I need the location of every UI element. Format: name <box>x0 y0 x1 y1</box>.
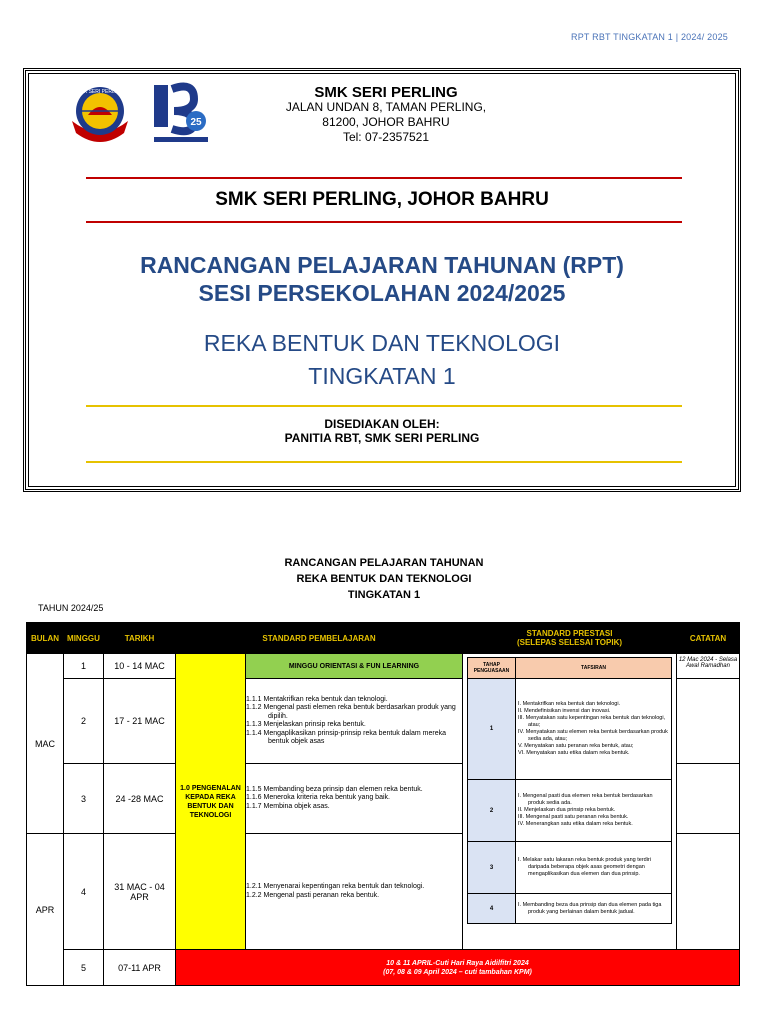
week-number: 3 <box>64 764 104 834</box>
plan-title-1: RANCANGAN PELAJARAN TAHUNAN <box>284 557 484 569</box>
tafsiran-item: III. Menyatakan satu kepentingan reka bentuk dan teknologi, atau; <box>518 715 666 728</box>
year-label: TAHUN 2024/25 <box>38 603 104 613</box>
tafsiran-item: I. Melakar satu lakaran reka bentuk produk yang terdiri daripada beberapa objek asas geometri dengan mengaplikasikan dua elemen dan dua prinsip. <box>518 857 651 877</box>
tahap-level: 2 <box>468 780 516 842</box>
week-date: 24 -28 MAC <box>104 764 176 834</box>
sp-list-week-2 <box>246 679 463 764</box>
sp-item: 1.1.4 Mengaplikasikan prinsip-prinsip reka bentuk dalam mereka bentuk objek asas <box>246 729 446 745</box>
tafsiran-list <box>516 780 672 842</box>
sp-item: 1.2.1 Menyenarai kepentingan reka bentuk dan teknologi. <box>246 883 425 890</box>
tafsiran-item: III. Mengenal pasti satu peranan reka bentuk. <box>518 814 629 820</box>
tafsiran-item: I. Membanding beza dua prinsip dan dua elemen pada tiga produk yang berlainan dalam bentuk jadual. <box>518 901 662 915</box>
sp-item: 1.1.7 Membina objek asas. <box>246 802 330 810</box>
header-bulan: BULAN <box>27 623 64 654</box>
header-prestasi-line-1: STANDARD PRESTASI <box>526 629 613 638</box>
running-header: RPT RBT TINGKATAN 1 | 2024/ 2025 <box>571 32 728 42</box>
tafsiran-list <box>516 894 672 924</box>
sp-item: 1.1.6 Meneroka kriteria reka bentuk yang baik. <box>246 794 390 802</box>
week-number: 1 <box>64 654 104 679</box>
topic-cell: 1.0 PENGENALAN KEPADA REKA BENTUK DAN TEKNOLOGI <box>176 654 246 950</box>
prepared-label: DISEDIAKAN OLEH: <box>324 417 440 431</box>
week-number: 5 <box>64 950 104 986</box>
tafsiran-item: IV. Menyatakan satu elemen reka bentuk berdasarkan produk sedia ada, atau; <box>518 729 668 742</box>
prestasi-level-row <box>468 894 672 924</box>
gold-rule-bottom <box>86 461 682 463</box>
week-date: 07-11 APR <box>104 950 176 986</box>
school-crest-logo <box>66 81 134 153</box>
holiday-line-2: (07, 08 & 09 April 2024 – cuti tambahan KPM) <box>383 968 532 976</box>
prestasi-level-row <box>468 780 672 842</box>
address-line-2: 81200, JOHOR BAHRU <box>322 115 450 129</box>
tafsiran-item: IV. Menerangkan satu etika dalam reka bentuk. <box>518 821 633 827</box>
rpt-title-line-1: RANCANGAN PELAJARAN TAHUNAN (RPT) <box>140 252 624 278</box>
month-mac: MAC <box>27 654 64 834</box>
header-standard-pembelajaran: STANDARD PEMBELAJARAN <box>176 623 463 654</box>
red-rule-top <box>86 177 682 179</box>
table-row-week-1 <box>27 654 740 679</box>
sp-item: 1.2.2 Mengenal pasti peranan reka bentuk. <box>246 891 380 899</box>
cover-page <box>23 68 741 492</box>
rpt-table <box>26 622 740 986</box>
plan-title-2: REKA BENTUK DAN TEKNOLOGI <box>296 573 472 585</box>
standard-prestasi-cell <box>463 654 677 950</box>
logo-25-text: 25 <box>190 117 202 128</box>
week-date: 10 - 14 MAC <box>104 654 176 679</box>
crest-badge-text: SMK SERI PERLING <box>76 89 124 95</box>
gold-rule-top <box>86 405 682 407</box>
red-rule-bottom <box>86 221 682 223</box>
subject-title: REKA BENTUK DAN TEKNOLOGI <box>203 330 561 356</box>
catatan-week-1: 12 Mac 2024 - Selasa Awal Ramadhan <box>677 654 740 679</box>
prepared-by: PANITIA RBT, SMK SERI PERLING <box>284 431 480 445</box>
tahap-header: TAHAP PENGUASAAN <box>468 658 516 679</box>
month-apr: APR <box>27 834 64 986</box>
tafsiran-item: V. Menyatakan satu peranan reka bentuk, atau; <box>518 743 634 749</box>
tafsiran-header: TAFSIRAN <box>516 658 672 679</box>
holiday-cell <box>176 950 740 986</box>
sp-item: 1.1.5 Membanding beza prinsip dan elemen reka bentuk. <box>246 785 423 793</box>
table-header-row <box>27 623 740 654</box>
telephone: Tel: 07-2357521 <box>342 130 430 144</box>
catatan-week-2 <box>677 679 740 764</box>
week-number: 2 <box>64 679 104 764</box>
prestasi-level-row <box>468 842 672 894</box>
week-date: 31 MAC - 04 APR <box>104 834 176 950</box>
form-title: TINGKATAN 1 <box>308 363 456 389</box>
week-date: 17 - 21 MAC <box>104 679 176 764</box>
catatan-week-4 <box>677 834 740 950</box>
header-prestasi-line-2: (SELEPAS SELESAI TOPIK) <box>516 638 623 647</box>
table-row-week-5 <box>27 950 740 986</box>
sp-item: 1.1.1 Mentakrifkan reka bentuk dan teknologi. <box>246 695 388 703</box>
tahap-level: 3 <box>468 842 516 894</box>
orientation-cell: MINGGU ORIENTASI & FUN LEARNING <box>246 654 463 679</box>
plan-title-3: TINGKATAN 1 <box>347 589 421 601</box>
tahap-level: 4 <box>468 894 516 924</box>
header-minggu: MINGGU <box>64 623 104 654</box>
prestasi-level-row <box>468 679 672 780</box>
tafsiran-item: VI. Menyatakan satu etika dalam reka bentuk. <box>518 750 630 756</box>
header-catatan: CATATAN <box>677 623 740 654</box>
school-address-block <box>196 85 576 145</box>
rpt-title-line-2: SESI PERSEKOLAHAN 2024/2025 <box>198 280 566 306</box>
sp-list-week-3 <box>246 764 463 834</box>
tafsiran-list <box>516 679 672 780</box>
school-name: SMK SERI PERLING <box>314 84 458 101</box>
sp-item: 1.1.3 Menjelaskan prinsip reka bentuk. <box>246 721 366 728</box>
tafsiran-item: I. Mentakrifkan reka bentuk dan teknologi. <box>518 701 621 707</box>
sp-item: 1.1.2 Mengenal pasti elemen reka bentuk berdasarkan produk yang dipilih. <box>246 704 456 720</box>
header-standard-prestasi <box>463 623 677 654</box>
header-tarikh: TARIKH <box>104 623 176 654</box>
sp-list-week-4 <box>246 834 463 950</box>
tafsiran-item: I. Mengenal pasti dua elemen reka bentuk berdasarkan produk sedia ada. <box>518 793 653 806</box>
school-full-name: SMK SERI PERLING, JOHOR BAHRU <box>215 189 549 210</box>
tafsiran-list <box>516 842 672 894</box>
prestasi-inner-table <box>467 657 672 924</box>
plan-title-block <box>0 555 768 603</box>
address-line-1: JALAN UNDAN 8, TAMAN PERLING, <box>285 100 487 114</box>
catatan-week-3 <box>677 764 740 834</box>
week-number: 4 <box>64 834 104 950</box>
tafsiran-item: II. Mendefinisikan invensi dan inovasi. <box>518 708 611 714</box>
tafsiran-item: II. Menjelaskan dua prinsip reka bentuk. <box>518 807 616 813</box>
tahap-level: 1 <box>468 679 516 780</box>
holiday-line-1: 10 & 11 APRIL-Cuti Hari Raya Aidilfitri 2024 <box>386 959 529 967</box>
